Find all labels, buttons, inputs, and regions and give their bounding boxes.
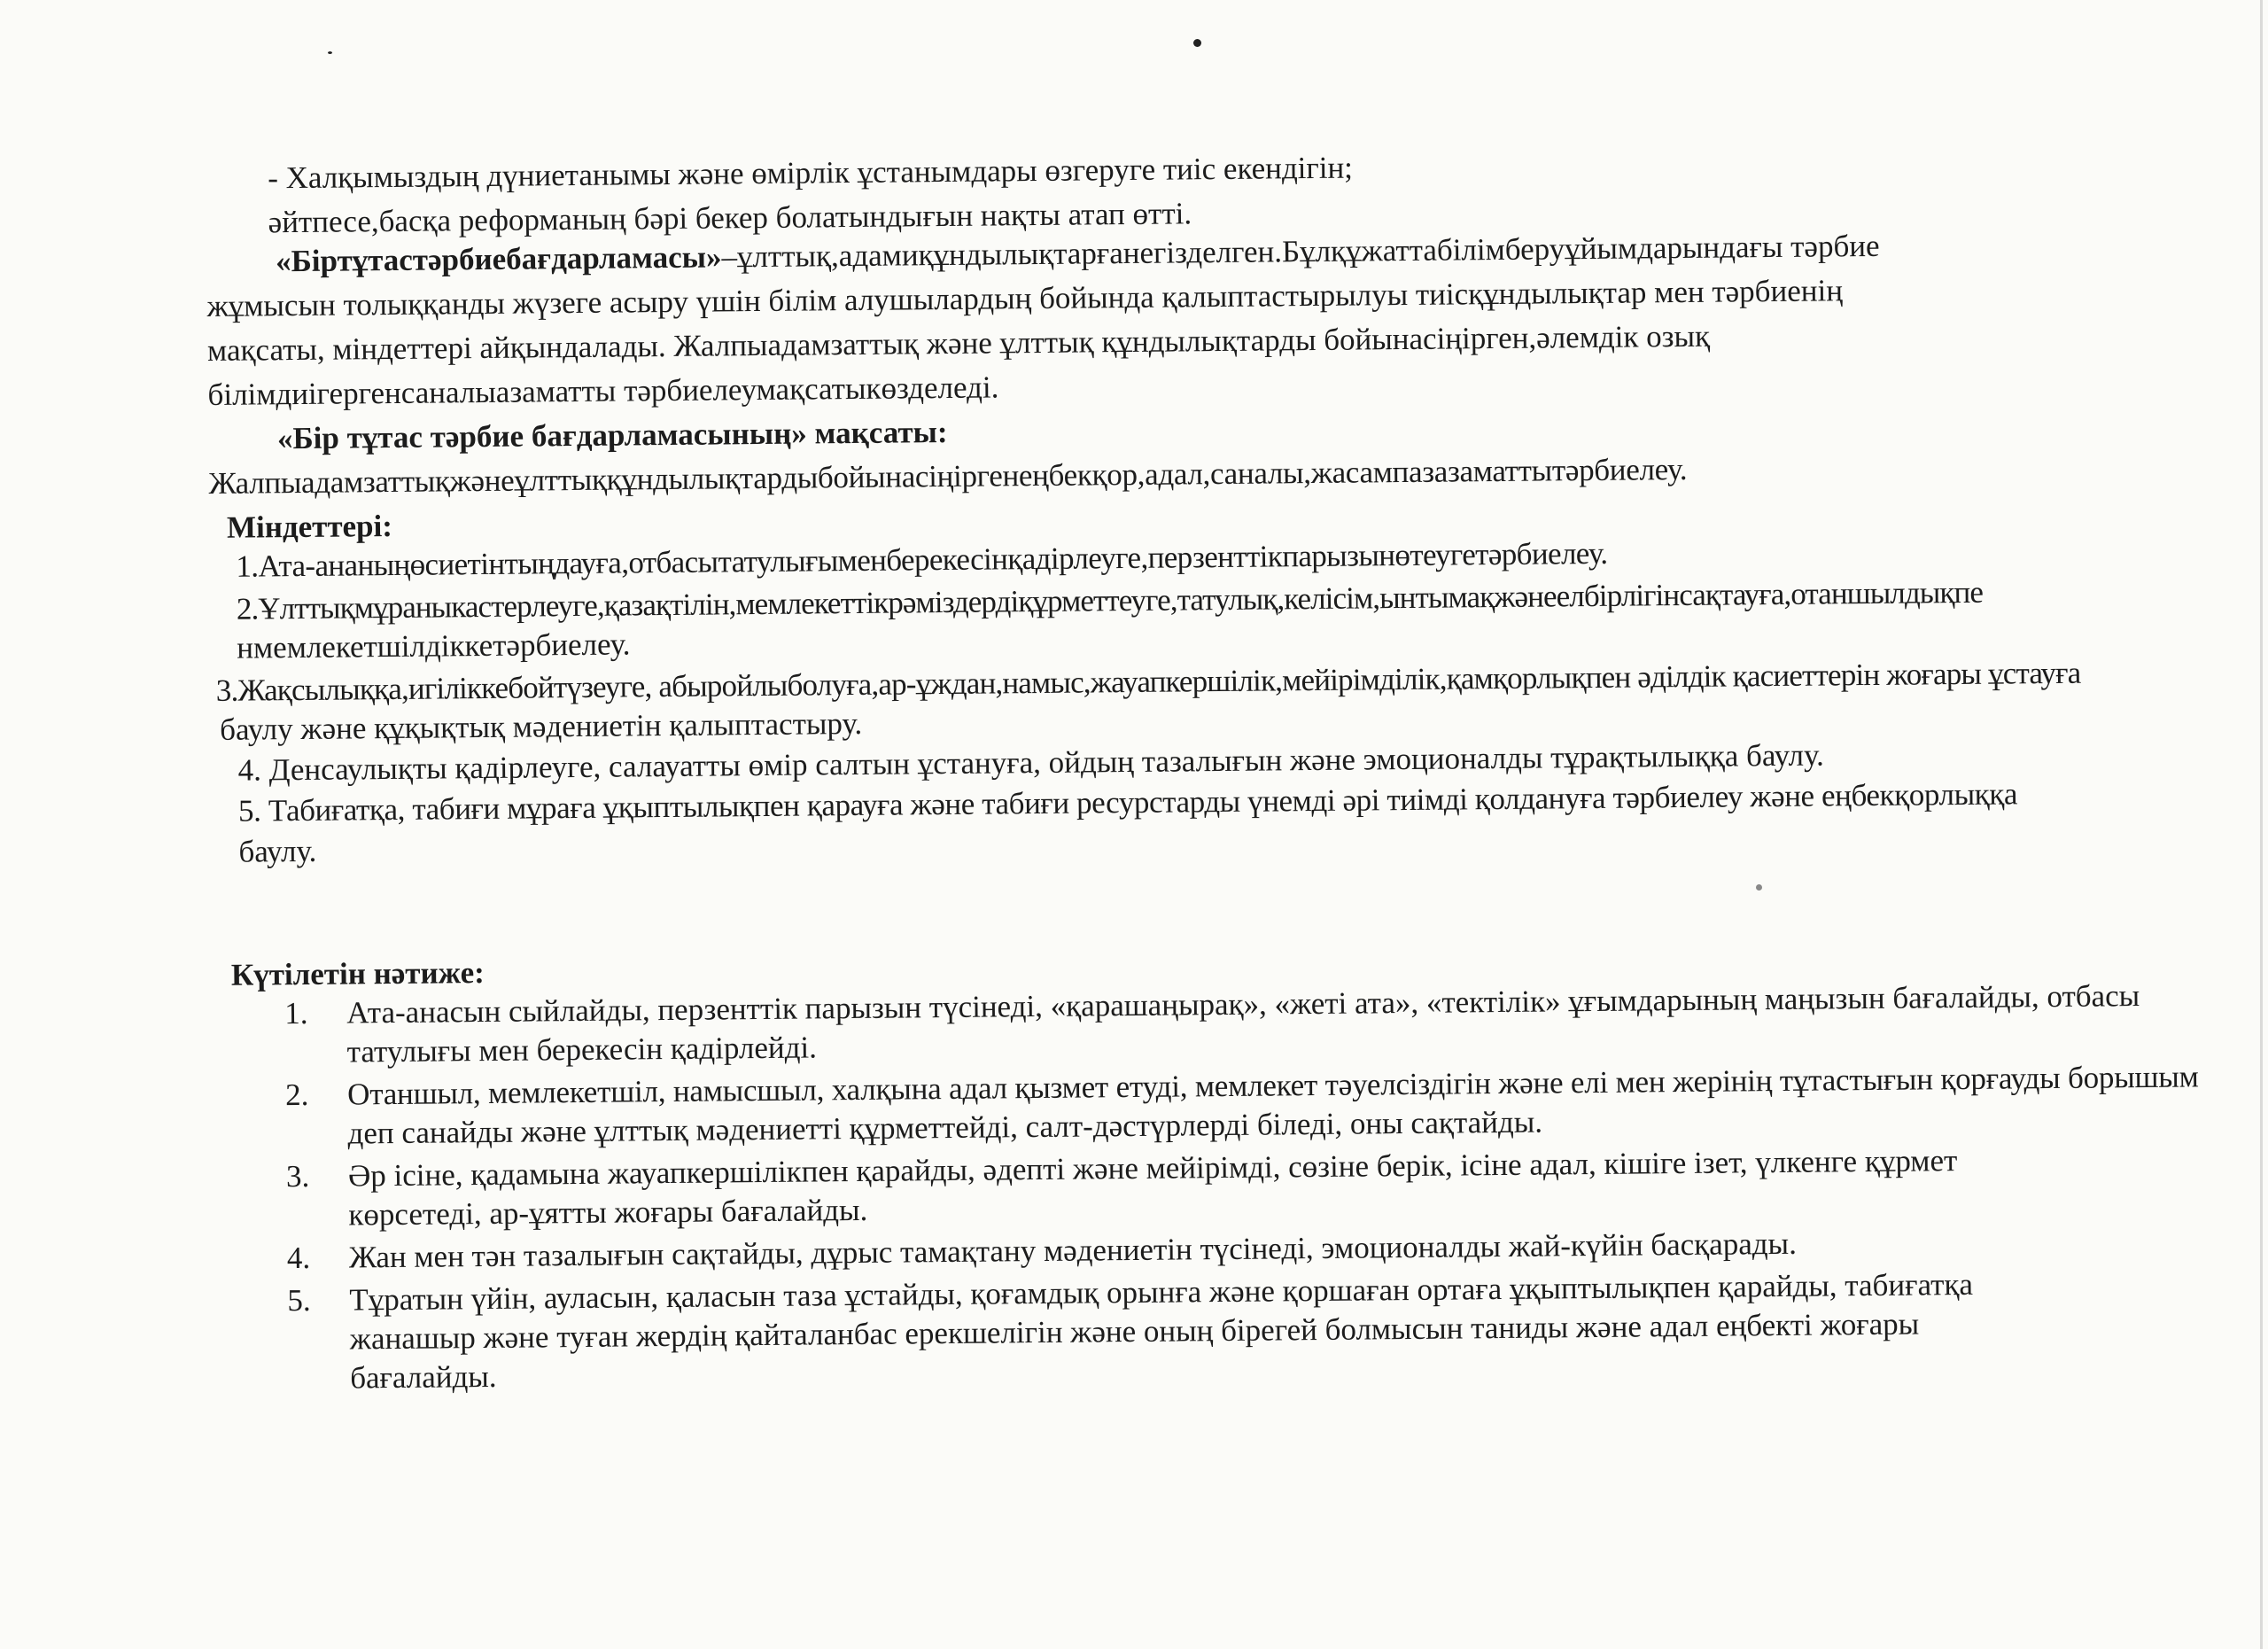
result-text: Ата-анасын сыйлайды, перзенттік парызын түсінеді, «қарашаңырақ», «жеті ата», «тектілік» ұғымдарының маңызын бағалайды, отбасы [346, 978, 2140, 1031]
program-line-3: мақсаты, міндеттері айқындалады. Жалпыадамзаттық және ұлттық құндылықтарды бойынасіңірген,әлемдік озық [206, 318, 1711, 368]
task-line: баулу. [238, 833, 317, 869]
result-number: 1. [284, 995, 308, 1031]
result-number: 4. [286, 1240, 311, 1276]
task-line: 1.Ата-ананыңөсиетінтыңдауға,отбасытатулығыменберекесінқадірлеуге,перзенттікпарызынөтеугетәрбиелеу. [236, 535, 1608, 584]
task-line: нмемлекетшілдіккетәрбиелеу. [237, 626, 631, 665]
intro-line-1: - Халқымыздың дүниетанымы және өмірлік ұстанымдары өзгеруге тиіс екендігін; [268, 150, 1354, 196]
task-line: 2.Ұлттықмұраныкастерлеуге,қазақтілін,мемлекеттікрәміздердіқұрметтеуге,татулық,келісім,ынтымақжәнеелбірлігінсақтауға,отаншылдықпе [236, 574, 1984, 626]
result-number: 2. [284, 1077, 309, 1113]
program-line-4: білімдиігергенсаналыазаматты тәрбиелеумақсатыкөзделеді. [207, 369, 999, 412]
goal-text: Жалпыадамзаттықжәнеұлттыққұндылықтардыбойынасіңіргенеңбекқор,адал,саналы,жасампазазаматтытәрбиелеу. [208, 451, 1688, 501]
result-text: Отаншыл, мемлекетшіл, намысшыл, халқына адал қызмет етуді, мемлекет тәуелсіздігін және елі мен жерінің тұтастығын қорғауды борышым [346, 1059, 2199, 1112]
result-text-cont: деп санайды және ұлттық мәдениетті құрметтейді, салт-дәстүрлерді біледі, оны сақтайды. [347, 1104, 1543, 1151]
task-line: баулу және құқықтық мәдениетін қалыптастыру. [219, 705, 863, 747]
result-text: Тұратын үйін, ауласын, қаласын таза ұстайды, қоғамдық орынға және қоршаған ортаға ұқыптылықпен қарайды, табиғатқа [349, 1266, 1974, 1318]
result-text-cont: көрсетеді, ар-ұятты жоғары бағалайды. [348, 1192, 868, 1233]
result-text: Жан мен тән тазалығын сақтайды, дұрыс тамақтану мәдениетін түсінеді, эмоционалды жай-күйін басқарады. [348, 1225, 1798, 1275]
scan-speck [1193, 39, 1201, 47]
result-text-cont: жанашыр және туған жердің қайталанбас ерекшелігін және оның бірегей болмысын таниды және адал еңбекті жоғары [349, 1306, 1920, 1357]
result-number: 3. [285, 1158, 310, 1194]
result-text-cont: бағалайды. [350, 1358, 497, 1396]
goal-heading: «Бір тұтас тәрбие бағдарламасының» мақсаты: [276, 414, 948, 456]
task-line: 4. Денсаулықты қадірлеуге, салауатты өмір салтын ұстануға, ойдың тазалығын және эмоционалды тұрақтылыққа баулу. [237, 737, 1824, 788]
result-text: Әр ісіне, қадамына жауапкершілікпен қарайды, әдепті және мейірімді, сөзіне берік, ісіне адал, кішіге ізет, үлкенге құрмет [347, 1143, 1958, 1194]
intro-line-2: әйтпесе,басқа реформаның бәрі бекер болатындығын нақты атап өтті. [268, 196, 1192, 240]
program-title: «Біртұтастәрбиебағдарламасы» [275, 239, 722, 279]
document-body [206, 141, 2199, 1399]
scan-edge-line [2260, 0, 2263, 1649]
result-number: 5. [287, 1282, 311, 1318]
tasks-heading: Міндеттері: [226, 508, 393, 545]
results-heading: Күтілетін нәтиже: [230, 955, 485, 992]
task-line: 5. Табиғатқа, табиғи мұраға ұқыптылықпен қарауға және табиғи ресурстарды үнемді әрі тиімді қолдануға тәрбиелеу және еңбекқорлыққа [237, 776, 2018, 828]
scan-speck [328, 51, 332, 54]
task-line: 3.Жақсылыққа,игіліккебойтүзеуге, абыройлыболуға,ар-ұждан,намыс,жауапкершілік,мейірімділік,қамқорлықпен әділдік қасиеттерін жоғары ұстауға [215, 655, 2081, 708]
program-line-2: жұмысын толыққанды жүзеге асыру үшін білім алушылардың бойында қалыптастырылуы тиісқұндылықтар мен тәрбиенің [206, 273, 1844, 323]
program-line-1-rest: –ұлттық,адамиқұндылықтарғанегізделген.Бұлқұжаттабілімберуұйымдарындағы тәрбие [721, 228, 1880, 275]
result-text-cont: татулығы мен берекесін қадірлейді. [346, 1030, 818, 1070]
